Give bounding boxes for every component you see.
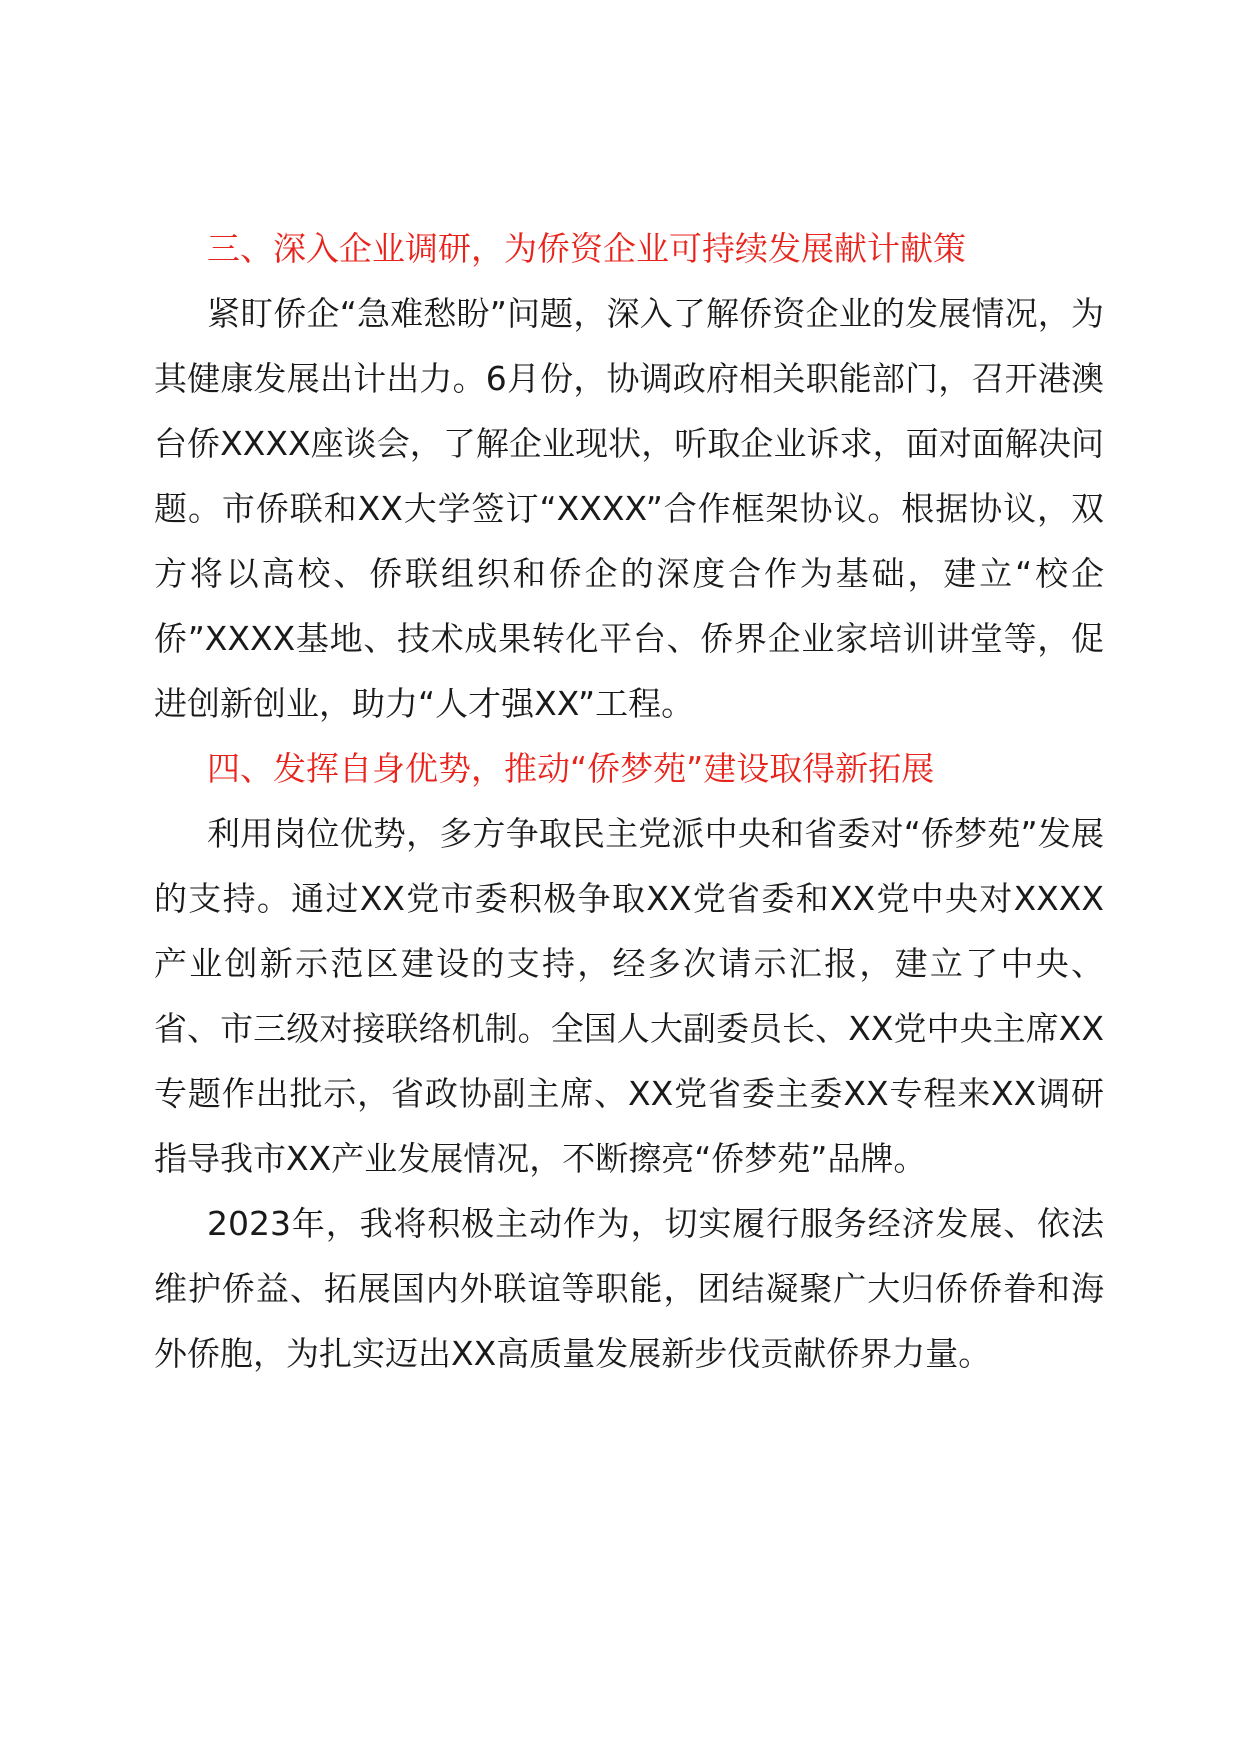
document-body: [154, 216, 1104, 1386]
section-3-heading: 三、深入企业调研，为侨资企业可持续发展献计献策: [207, 229, 966, 268]
section-4-paragraph: 利用岗位优势，多方争取民主党派中央和省委对“侨梦苑”发展的支持。通过XX党市委积极争取XX党省委和XX党中央对XXXX产业创新示范区建设的支持，经多次请示汇报，建立了中央、省、市三级对接联络机制。全国人大副委员长、XX党中央主席XX专题作出批示，省政协副主席、XX党省委主委XX专程来XX调研指导我市XX产业发展情况，不断擦亮“侨梦苑”品牌。: [154, 814, 1104, 1178]
closing-paragraph: 2023年，我将积极主动作为，切实履行服务经济发展、依法维护侨益、拓展国内外联谊等职能，团结凝聚广大归侨侨眷和海外侨胞，为扎实迈出XX高质量发展新步伐贡献侨界力量。: [154, 1204, 1104, 1373]
section-3-paragraph: 紧盯侨企“急难愁盼”问题，深入了解侨资企业的发展情况，为其健康发展出计出力。6月份，协调政府相关职能部门，召开港澳台侨XXXX座谈会，了解企业现状，听取企业诉求，面对面解决问题。市侨联和XX大学签订“XXXX”合作框架协议。根据协议，双方将以高校、侨联组织和侨企的深度合作为基础，建立“校企侨”XXXX基地、技术成果转化平台、侨界企业家培训讲堂等，促进创新创业，助力“人才强XX”工程。: [154, 294, 1104, 723]
section-4-heading: 四、发挥自身优势，推动“侨梦苑”建设取得新拓展: [207, 749, 935, 788]
